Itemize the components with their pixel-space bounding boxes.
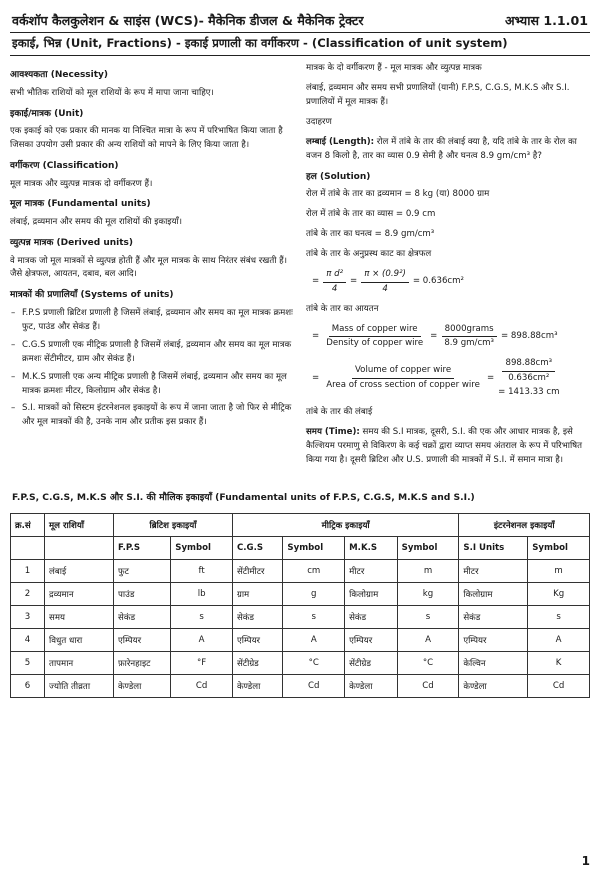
- page-number: 1: [581, 854, 590, 868]
- equals-sign: =: [486, 372, 495, 383]
- time-text: समय की S.I मात्रक, दूसरी, S.I. की एक और आधार मात्रक है, इसे कैल्शियम परमाणु से विकिरण के कई चक्रों द्वारा व्याप्त समय अंतराल के रूप में परिभाषित किया गया है। दूसरी ब्रिटिश और U.S. प्रणाली की मात्रकों में S.I. में समान मात्रा है।: [306, 427, 583, 465]
- time-label: समय (Time):: [306, 427, 360, 438]
- length-problem: [306, 136, 590, 164]
- para-unit: एक इकाई को एक प्रकार की मानक या निश्चित मात्रा के रूप में परिभाषित किया जाता है जिसका उपयोग उसी प्रकार की अन्य राशियों को मापने के लिए किया जाता है।: [10, 126, 283, 150]
- cell: मीटर: [345, 559, 398, 582]
- table-row: [11, 628, 590, 651]
- cell: 4: [11, 628, 45, 651]
- cell: 1: [11, 559, 45, 582]
- equation-result: = 0.636cm²: [412, 276, 464, 287]
- col-international: इंटरनेशनल इकाइयाँ: [459, 513, 590, 536]
- equation-result: = 1413.33 cm: [498, 387, 560, 398]
- cell: तापमान: [45, 651, 114, 674]
- cell: सेंटीमीटर: [232, 559, 282, 582]
- page-header: [10, 6, 590, 33]
- cell: Cd: [283, 674, 345, 697]
- col-quantity: मूल राशियाँ: [45, 513, 114, 536]
- table-row: [11, 674, 590, 697]
- table-title: F.P.S, C.G.S, M.K.S और S.I. की मौलिक इकाइयाँ (Fundamental units of F.P.S, C.G.S, M.K.S and S.I.): [12, 491, 475, 503]
- cell: A: [528, 628, 590, 651]
- cell: द्रव्यमान: [45, 582, 114, 605]
- left-column: [10, 62, 306, 474]
- table-row: [11, 582, 590, 605]
- cell: केण्डेला: [459, 674, 528, 697]
- cell: ज्योति तीव्रता: [45, 674, 114, 697]
- cell: फुट: [114, 559, 171, 582]
- para-classification: मूल मात्रक और व्युत्पन्न मात्रक दो वर्गीकरण हैं।: [10, 178, 153, 189]
- list-item: – F.P.S प्रणाली ब्रिटिश प्रणाली है जिसमें लंबाई, द्रव्यमान और समय का मूल मात्रक क्रमशः फुट, पाउंड और सेकंड हैं।: [22, 307, 296, 335]
- equals-sign: =: [350, 276, 358, 287]
- cell: cm: [283, 559, 345, 582]
- cell: Cd: [397, 674, 459, 697]
- cell: s: [171, 605, 233, 628]
- cell: सेंटीग्रेड: [232, 651, 282, 674]
- header-title: वर्कशॉप कैलकुलेशन & साइंस (WCS)- मैकेनिक डीजल & मैकेनिक ट्रेक्टर: [12, 13, 364, 28]
- heading-unit: इकाई/मात्रक (Unit): [10, 108, 84, 119]
- fraction: [323, 323, 426, 352]
- sub-fps: F.P.S: [114, 536, 171, 559]
- numerator: π × (0.9²): [361, 268, 409, 283]
- col-british: ब्रिटिश इकाइयाँ: [114, 513, 233, 536]
- exercise-number: अभ्यास 1.1.01: [505, 13, 588, 28]
- denominator: 8.9 gm/cm³: [444, 338, 494, 349]
- cell: किलोग्राम: [459, 582, 528, 605]
- solution-step: तांबे के तार की लंबाई: [306, 407, 373, 418]
- cell: सेकंड: [114, 605, 171, 628]
- cell: °F: [171, 651, 233, 674]
- right-column: [306, 62, 590, 474]
- cell: kg: [397, 582, 459, 605]
- cell: सेकंड: [232, 605, 282, 628]
- cell: °C: [283, 651, 345, 674]
- cell: K: [528, 651, 590, 674]
- sub-symbol: Symbol: [397, 536, 459, 559]
- cell: s: [528, 605, 590, 628]
- fraction: [498, 357, 559, 386]
- cell: 3: [11, 605, 45, 628]
- para-necessity: सभी भौतिक राशियों को मूल राशियों के रूप में मापा जाना चाहिए।: [10, 87, 214, 98]
- units-table: [10, 513, 590, 698]
- solution-step: रोल में तांबे के तार का व्यास = 0.9 cm: [306, 209, 436, 220]
- cell: ft: [171, 559, 233, 582]
- cell: विधुत धारा: [45, 628, 114, 651]
- cell: A: [283, 628, 345, 651]
- denominator: 4: [382, 283, 388, 294]
- numerator: Volume of copper wire: [352, 364, 454, 379]
- solution-step: तांबे के तार का आयतन: [306, 303, 379, 314]
- fraction: [323, 268, 346, 297]
- equals-sign: =: [430, 331, 438, 342]
- cell: Kg: [528, 582, 590, 605]
- table-row: [11, 559, 590, 582]
- cell: 6: [11, 674, 45, 697]
- cell: s: [397, 605, 459, 628]
- lesson-subtitle: इकाई, भिन्न (Unit, Fractions) - इकाई प्रणाली का वर्गीकरण - (Classification of unit system): [10, 33, 590, 56]
- cell: m: [397, 559, 459, 582]
- cell: केण्डेला: [232, 674, 282, 697]
- cell: केण्डेला: [114, 674, 171, 697]
- heading-classification: वर्गीकरण (Classification): [10, 160, 119, 171]
- two-column-body: [10, 62, 590, 474]
- example-label: उदाहरण: [306, 116, 332, 127]
- sub-symbol: Symbol: [528, 536, 590, 559]
- cell: फ़ारेनहाइट: [114, 651, 171, 674]
- sub-si: S.I Units: [459, 536, 528, 559]
- systems-list: [10, 307, 296, 430]
- heading-solution: हल (Solution): [306, 171, 371, 182]
- cell: 5: [11, 651, 45, 674]
- cell: 2: [11, 582, 45, 605]
- cell: ग्राम: [232, 582, 282, 605]
- sub-mks: M.K.S: [345, 536, 398, 559]
- cell: किलोग्राम: [345, 582, 398, 605]
- denominator: 4: [331, 283, 338, 294]
- cell: लंबाई: [45, 559, 114, 582]
- fraction: [441, 323, 497, 352]
- cell: केण्डेला: [345, 674, 398, 697]
- cell: समय: [45, 605, 114, 628]
- cell: Cd: [528, 674, 590, 697]
- cell: केल्विन: [459, 651, 528, 674]
- col-metric: मीट्रिक इकाइयाँ: [232, 513, 458, 536]
- cell: सेंटीग्रेड: [345, 651, 398, 674]
- equation-result: = 898.88cm³: [501, 331, 558, 342]
- cell: पाउंड: [114, 582, 171, 605]
- cell: सेकंड: [459, 605, 528, 628]
- cell: एम्पियर: [232, 628, 282, 651]
- heading-fundamental: मूल मात्रक (Fundamental units): [10, 199, 151, 210]
- denominator: Density of copper wire: [326, 338, 424, 349]
- list-item: – C.G.S प्रणाली एक मीट्रिक प्रणाली है जिसमें लंबाई, द्रव्यमान और समय का मूल मात्रक क्रमशः सेंटीमीटर, ग्राम और सेकंड हैं।: [22, 339, 296, 367]
- table-subheader-row: [11, 536, 590, 559]
- cell: एम्पियर: [114, 628, 171, 651]
- solution-step: तांबे के तार का घनत्व = 8.9 gm/cm³: [306, 228, 435, 239]
- page: [10, 6, 590, 874]
- numerator: Mass of copper wire: [329, 323, 421, 338]
- cell: A: [171, 628, 233, 651]
- equation-area: = $\frac{\text{π d²}}{4}$ = $\frac{\text{π × (0.9²)}}{4}$ = 0.636cm²: [312, 268, 590, 297]
- heading-systems: मात्रकों की प्रणालियाँ (Systems of units): [10, 290, 174, 301]
- result-stack: [498, 357, 559, 400]
- equation-length: = $\frac{\text{Volume of copper wire}}{\text{Area of cross section of copper wire}}$ = $\frac{\text{898.88cm³}}{\text{0.636cm²}}$ = 1413.33 cm: [312, 357, 590, 400]
- cell: एम्पियर: [459, 628, 528, 651]
- numerator: π d²: [323, 268, 346, 283]
- sub-symbol: Symbol: [283, 536, 345, 559]
- sub-symbol: Symbol: [171, 536, 233, 559]
- para-two-classifications: मात्रक के दो वर्गीकरण हैं - मूल मात्रक और व्युत्पन्न मात्रक: [306, 63, 482, 73]
- equation-volume: = $\frac{\text{Mass of copper wire}}{\text{Density of copper wire}}$ = $\frac{\text{8000grams}}{\text{8.9 gm/cm³}}$ = 898.88cm³: [312, 323, 590, 352]
- cell: Cd: [171, 674, 233, 697]
- cell: g: [283, 582, 345, 605]
- heading-necessity: आवश्यकता (Necessity): [10, 70, 109, 80]
- table-header-row: [11, 513, 590, 536]
- cell: s: [283, 605, 345, 628]
- cell: एम्पियर: [345, 628, 398, 651]
- table-row: [11, 651, 590, 674]
- solution-step: रोल में तांबे के तार का द्रव्यमान = 8 kg (या) 8000 ग्राम: [306, 189, 490, 200]
- fraction: [323, 364, 483, 393]
- cell: A: [397, 628, 459, 651]
- table-row: [11, 605, 590, 628]
- para-fundamental: लंबाई, द्रव्यमान और समय की मूल राशियों की इकाइयाँ।: [10, 217, 182, 227]
- numerator: 898.88cm³: [502, 357, 555, 372]
- cell: मीटर: [459, 559, 528, 582]
- cell: सेकंड: [345, 605, 398, 628]
- para-systems-base: लंबाई, द्रव्यमान और समय सभी प्रणालियों (यानी) F.P.S, C.G.S, M.K.S और S.I. प्रणालियों में मूल मात्रक हैं।: [306, 82, 570, 107]
- length-text: रोल में तांबे के तार की लंबाई क्या है, यदि तांबे के तार के रोल का वजन 8 किलो है, तार का व्यास 0.9 सेमी है और घनत्व 8.9 gm/cm³ है?: [306, 136, 577, 161]
- fraction: [361, 268, 409, 297]
- numerator: 8000grams: [442, 323, 497, 338]
- cell: lb: [171, 582, 233, 605]
- para-derived: वे मात्रक जो मूल मात्रकों से व्युत्पन्न होती हैं और मूल मात्रक के साथ निरंतर संबंध रखती हैं। जैसे क्षेत्रफल, आयतन, दबाव, बल आदि।: [10, 255, 288, 280]
- time-paragraph: [306, 426, 590, 468]
- length-label: लम्बाई (Length):: [306, 136, 375, 147]
- sub-cgs: C.G.S: [232, 536, 282, 559]
- solution-step: तांबे के तार के अनुप्रस्थ काट का क्षेत्रफल: [306, 248, 432, 259]
- denominator: 0.636cm²: [508, 373, 550, 384]
- list-item: – M.K.S प्रणाली एक अन्य मीट्रिक प्रणाली है जिसमें लंबाई, द्रव्यमान और समय का मूल मात्रक क्रमशः मीटर, किलोग्राम और सेकंड है।: [22, 371, 296, 399]
- list-item: – S.I. मात्रकों को सिस्टम इंटरनेशनल इकाइयों के रूप में जाना जाता है जो फिर से मीट्रिक और मूल मात्रकों की है, उनके नाम और प्रतीक इस प्रकार हैं।: [22, 402, 296, 430]
- cell: °C: [397, 651, 459, 674]
- denominator: Area of cross section of copper wire: [326, 380, 480, 391]
- col-sn: क्र.सं: [11, 513, 45, 536]
- heading-derived: व्युत्पन्न मात्रक (Derived units): [10, 237, 133, 248]
- cell: m: [528, 559, 590, 582]
